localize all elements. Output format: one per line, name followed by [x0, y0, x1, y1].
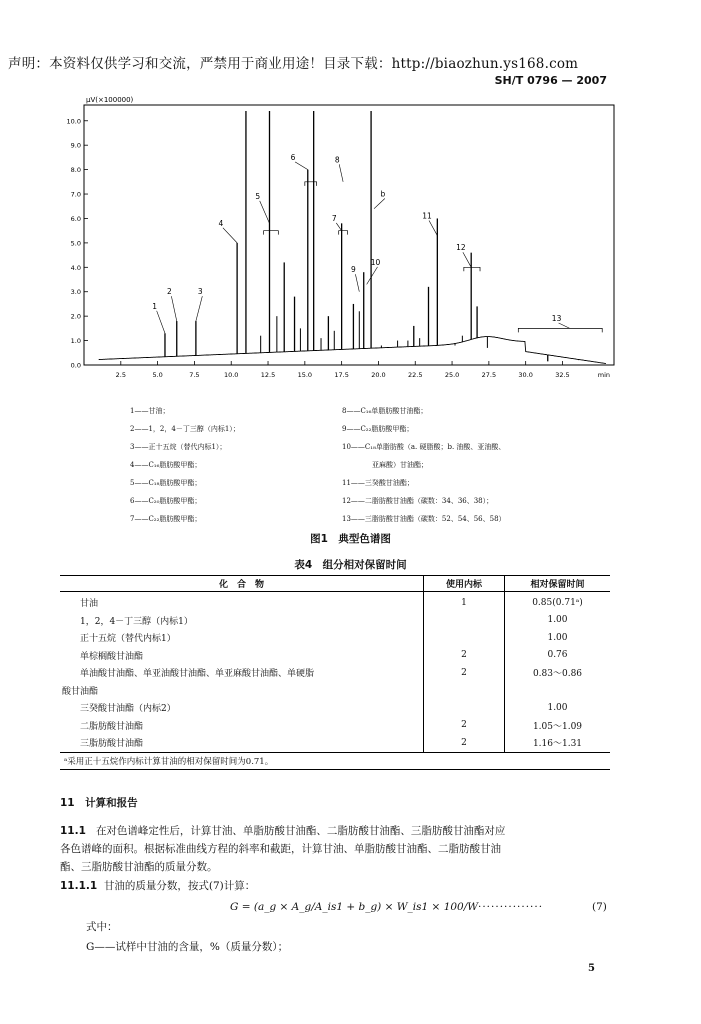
legend-item-continued: 亚麻酸）甘油酯； [372, 461, 428, 469]
table-row [60, 629, 610, 647]
legend-item: 12——二脂肪酸甘油酯（碳数：34、36、38）； [342, 497, 494, 505]
group-bracket [464, 267, 480, 271]
formula-number: (7) [592, 901, 607, 913]
x-tick-label: 12.5 [260, 371, 276, 379]
paragraph-line: 各色谱峰的面积。根据标准曲线方程的斜率和截距，计算甘油、单脂肪酸甘油酯、二脂肪酸甘油 [60, 843, 501, 855]
group-bracket [518, 328, 602, 332]
paragraph-text: 甘油的质量分数，按式(7)计算： [103, 880, 256, 892]
cell-retention: 1.05～1.09 [532, 721, 583, 732]
cell-retention: 0.85(0.71ᵃ) [532, 597, 583, 608]
cell-retention: 1.16～1.31 [505, 734, 611, 752]
cell-standard: 2 [424, 664, 505, 682]
legend-item: 5——C₁₈脂肪酸甲酯； [130, 479, 202, 487]
cell-standard [424, 629, 505, 647]
y-axis-label: μV(×100000) [86, 96, 134, 104]
paragraph-11-1 [60, 822, 620, 876]
paragraph-line: 在对色谱峰定性后，计算甘油、单脂肪酸甘油酯、二脂肪酸甘油酯、三脂肪酸甘油酯对应 [95, 825, 506, 837]
x-tick-label: 17.5 [334, 371, 349, 379]
cell-standard: 2 [424, 717, 505, 735]
peak-label: 1 [152, 301, 158, 311]
y-tick-label: 3.0 [70, 288, 81, 297]
peak-labels [152, 153, 602, 333]
formula-leader: ··············· [478, 901, 544, 913]
cell-compound: 单油酸甘油酯、单亚油酸甘油酯、单亚麻酸甘油酯、单硬脂 [80, 669, 315, 680]
table-row [60, 664, 610, 682]
cell-standard: 2 [424, 734, 505, 752]
legend-item: 9——C₂₂脂肪酸甲酯； [342, 425, 414, 433]
col-header-internal-standard: 使用内标 [424, 576, 505, 592]
peak-label: 4 [218, 218, 224, 228]
cell-compound: 二脂肪酸甘油酯 [80, 721, 144, 732]
peak-leader-line [196, 296, 202, 321]
chromatogram-chart [60, 95, 620, 385]
peak-leader-line [429, 220, 437, 235]
x-tick-label: 30.0 [518, 371, 533, 379]
formula: G = (a_g × A_g/A_is1 + b_g) × W_is1 × 100/W [230, 901, 479, 913]
legend-item: 3——正十五烷（替代内标1）； [130, 443, 227, 451]
peak-label: 9 [351, 265, 356, 275]
peak-leader-line [339, 164, 343, 182]
legend-item: 11——三癸酸甘油酯； [342, 479, 414, 487]
peak-label: 8 [334, 155, 340, 165]
peak-label: b [380, 189, 386, 199]
table-row [60, 647, 610, 665]
peak-leader-line [223, 228, 237, 243]
where-label: 式中： [86, 921, 118, 933]
cell-compound: 三癸酸甘油酯（内标2） [80, 704, 176, 715]
paragraph-11-1-1 [60, 877, 255, 895]
legend-item: 13——三脂肪酸甘油酯（碳数：52、54、56、58） [342, 515, 506, 523]
x-tick-label: 22.5 [408, 371, 423, 379]
peak-label: 7 [331, 213, 337, 223]
y-tick-label: 7.0 [70, 190, 81, 199]
peak-label: 6 [290, 152, 296, 162]
cell-compound: 酸甘油酯 [62, 686, 99, 697]
cell-standard [424, 682, 505, 700]
y-tick-label: 10.0 [66, 117, 81, 126]
y-tick-label: 0.0 [70, 361, 81, 370]
figure-title: 图1 典型色谱图 [310, 533, 391, 545]
legend-item: 10——C₁₈单脂肪酸（a. 硬脂酸；b. 油酸、亚油酸、 [342, 443, 506, 451]
clause-number: 11.1.1 [60, 880, 98, 892]
legend-item: 1——甘油； [130, 407, 170, 415]
peak-leader-line [355, 274, 359, 292]
legend-item: 7——C₂₂脂肪酸甲酯； [130, 515, 202, 523]
paragraph-line: 酯、三脂肪酸甘油酯的质量分数。 [60, 861, 218, 873]
cell-retention: 0.76 [547, 650, 568, 661]
col-header-relative-retention: 相对保留时间 [505, 576, 611, 592]
peak-leader-line [463, 252, 471, 267]
group-bracket [305, 182, 317, 186]
clause-number: 11.1 [60, 825, 86, 837]
y-tick-label: 1.0 [70, 337, 81, 346]
x-tick-label: 32.5 [555, 371, 570, 379]
cell-standard: 1 [424, 592, 505, 612]
peak-leader-line [157, 311, 165, 333]
cell-compound: 1，2，4－丁三醇（内标1） [80, 616, 193, 627]
col-header-compound: 化 合 物 [60, 576, 424, 592]
table-row [60, 592, 610, 612]
cell-standard [424, 612, 505, 630]
cell-compound: 甘油 [80, 599, 99, 610]
cell-retention: 1.00 [547, 632, 568, 643]
copyright-notice: 声明：本资料仅供学习和交流，严禁用于商业用途！目录下载：http://biaozhun.ys168.com [8, 56, 579, 72]
plot-frame [84, 105, 614, 365]
cell-standard [424, 699, 505, 717]
peak-leader-line [171, 296, 176, 321]
section-heading: 11 计算和报告 [60, 797, 138, 809]
x-tick-label: 10.0 [223, 371, 239, 379]
table-note-row [60, 752, 610, 769]
legend-item: 8——C₁₆单脂肪酸甘油酯； [342, 407, 428, 415]
peak-leader-line [374, 198, 385, 208]
table-row [60, 717, 610, 735]
baseline-trace [99, 337, 606, 364]
peak-label: 12 [456, 243, 466, 253]
cell-compound: 正十五烷（替代内标1） [80, 634, 176, 645]
cell-retention: 1.00 [547, 702, 568, 713]
y-tick-label: 9.0 [70, 141, 81, 150]
table-row [60, 734, 610, 752]
peak-leader-line [367, 267, 378, 285]
group-bracket [339, 231, 348, 235]
peak-label: 13 [551, 314, 562, 324]
legend-right [342, 402, 506, 528]
x-tick-label: 7.5 [189, 371, 200, 379]
retention-time-table [60, 575, 610, 770]
peak-label: 10 [370, 257, 381, 267]
y-tick-label: 2.0 [70, 312, 81, 321]
x-tick-label: 15.0 [297, 371, 313, 379]
variable-definition: G——试样中甘油的含量，%（质量分数）； [86, 941, 289, 953]
x-tick-label: 5.0 [152, 371, 163, 379]
peak-leader-line [559, 323, 570, 328]
x-tick-label: 27.5 [481, 371, 497, 379]
x-tick-label: 2.5 [115, 371, 126, 379]
y-tick-label: 5.0 [70, 239, 81, 248]
peak-label: 3 [197, 287, 203, 297]
peak-leader-line [260, 201, 270, 223]
table-footnote: ᵃ采用正十五烷作内标计算甘油的相对保留时间为0.71。 [60, 752, 610, 769]
legend-item: 6——C₂₀脂肪酸甲酯； [130, 497, 202, 505]
x-axis-label: min [597, 371, 610, 379]
x-tick-label: 25.0 [444, 371, 460, 379]
cell-retention: 0.83～0.86 [532, 669, 583, 680]
legend-item: 4——C₁₆脂肪酸甲酯； [130, 461, 202, 469]
legend-left [130, 402, 240, 528]
peak-label: 11 [422, 211, 432, 221]
cell-retention: 1.00 [547, 615, 568, 626]
table-row [60, 699, 610, 717]
chromatogram-trace [99, 111, 606, 364]
x-tick-label: 20.0 [371, 371, 386, 379]
legend-item: 2——1，2，4－丁三醇（内标1）； [130, 425, 240, 433]
y-tick-label: 6.0 [70, 214, 81, 223]
peak-leader-line [336, 223, 341, 231]
y-tick-label: 4.0 [70, 263, 81, 272]
standard-number: SH/T 0796 — 2007 [494, 74, 607, 87]
cell-compound: 三脂肪酸甘油酯 [60, 734, 424, 752]
page-number: 5 [588, 963, 595, 974]
table-row [60, 612, 610, 630]
chart-axes [67, 96, 614, 379]
y-tick-label: 8.0 [70, 166, 81, 175]
cell-retention [505, 682, 611, 700]
peak-label: 5 [255, 191, 261, 201]
cell-compound: 单棕榈酸甘油酯 [80, 651, 144, 662]
group-bracket [264, 231, 279, 235]
cell-standard: 2 [424, 647, 505, 665]
peak-label: 2 [166, 287, 172, 297]
table-row [60, 682, 610, 700]
table-title: 表4 组分相对保留时间 [294, 559, 407, 571]
peak-leader-line [295, 162, 308, 170]
